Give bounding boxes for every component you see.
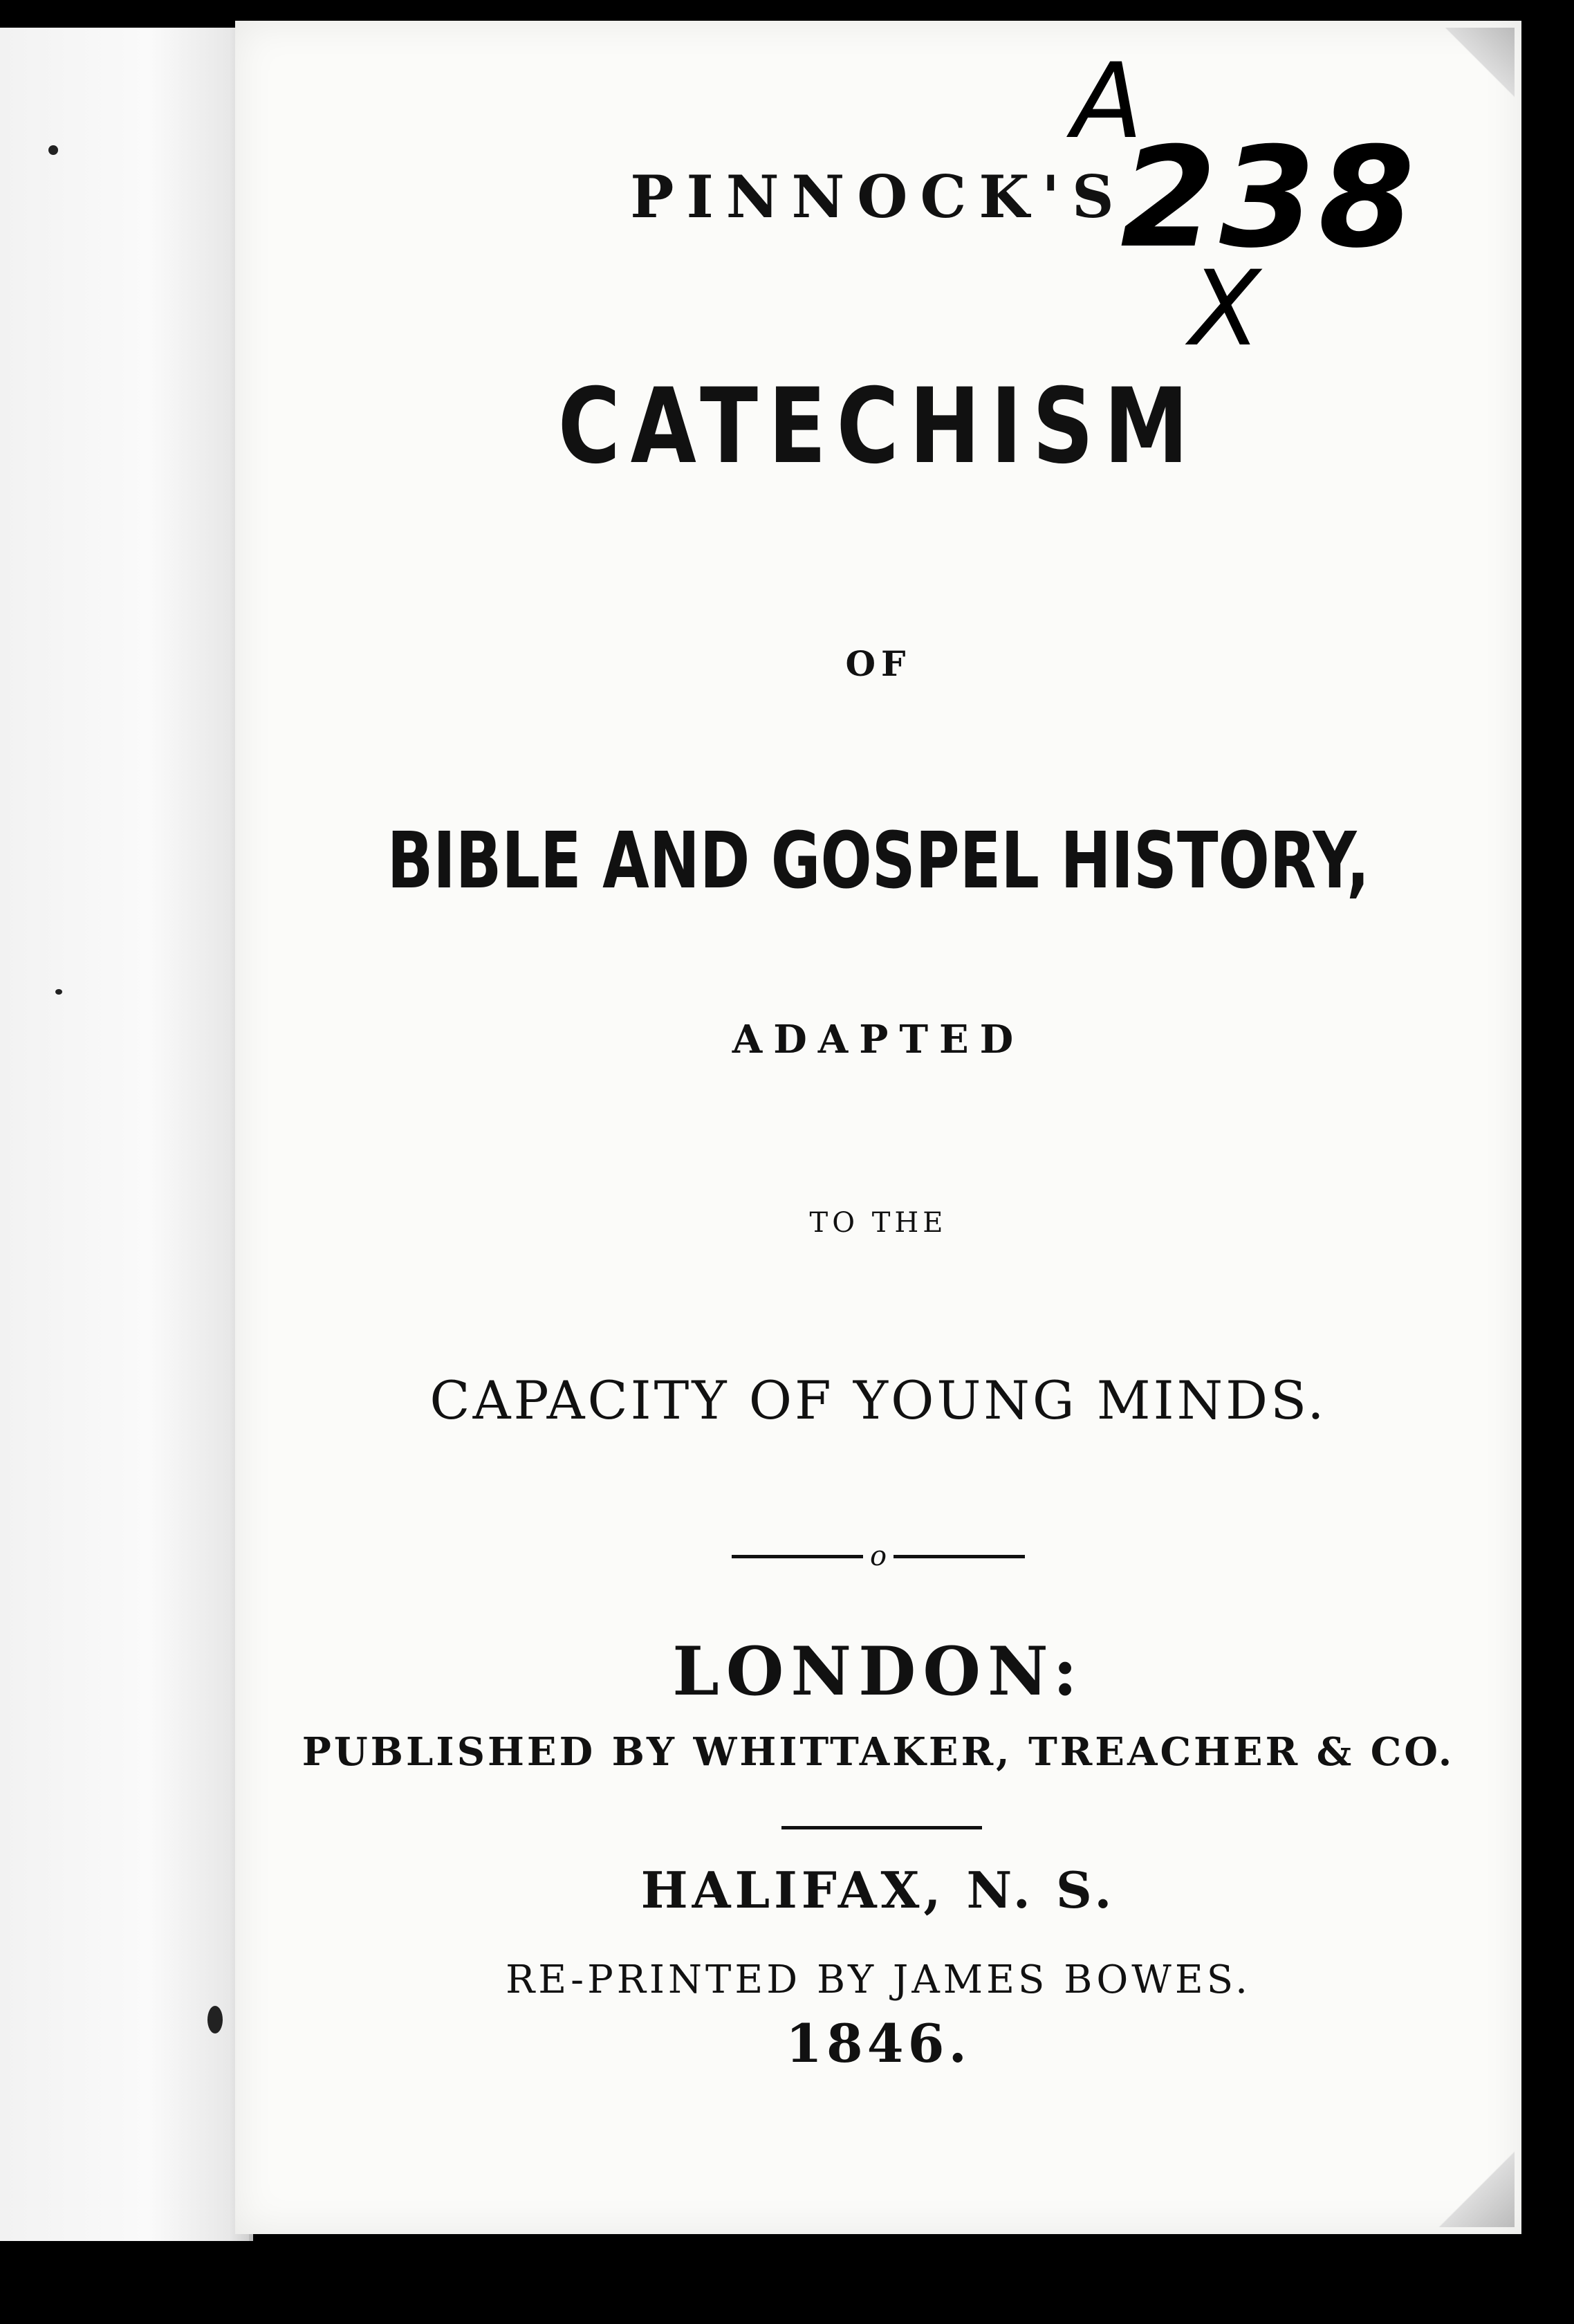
reprint-place: HALIFAX, N. S. xyxy=(640,1861,1116,1919)
imprint-place: LONDON: xyxy=(672,1632,1084,1710)
reprinter-line: RE-PRINTED BY JAMES BOWES. xyxy=(506,1957,1251,2002)
folded-corner-top xyxy=(1438,28,1515,104)
handwritten-letter: A xyxy=(1072,42,1143,162)
handwritten-shelf-number: 238 xyxy=(1120,118,1418,279)
ink-speck xyxy=(55,989,62,995)
ink-speck xyxy=(207,2006,223,2034)
to-the-line: TO THE xyxy=(809,1207,947,1239)
adjacent-page-edge xyxy=(0,28,253,2241)
audience-line: CAPACITY OF YOUNG MINDS. xyxy=(429,1370,1327,1431)
divider-rule-right xyxy=(894,1555,1025,1558)
ornamental-divider xyxy=(235,1542,1521,1570)
main-title: CATECHISM xyxy=(557,367,1199,487)
adapted-line: ADAPTED xyxy=(732,1017,1025,1062)
title-connector-of: OF xyxy=(845,643,911,684)
handwritten-mark: X xyxy=(1189,249,1261,369)
divider-ornament: o xyxy=(869,1540,887,1572)
ink-speck xyxy=(48,145,58,155)
folded-corner-bottom xyxy=(1432,2144,1515,2227)
imprint-divider xyxy=(781,1826,982,1829)
subject-title: BIBLE AND GOSPEL HISTORY, xyxy=(387,816,1370,906)
divider-rule-left xyxy=(732,1555,863,1558)
publication-year: 1846. xyxy=(786,2013,971,2074)
title-page xyxy=(235,21,1521,2234)
author-line: PINNOCK'S xyxy=(630,163,1127,231)
imprint-publisher: PUBLISHED BY WHITTAKER, TREACHER & CO. xyxy=(302,1729,1455,1775)
